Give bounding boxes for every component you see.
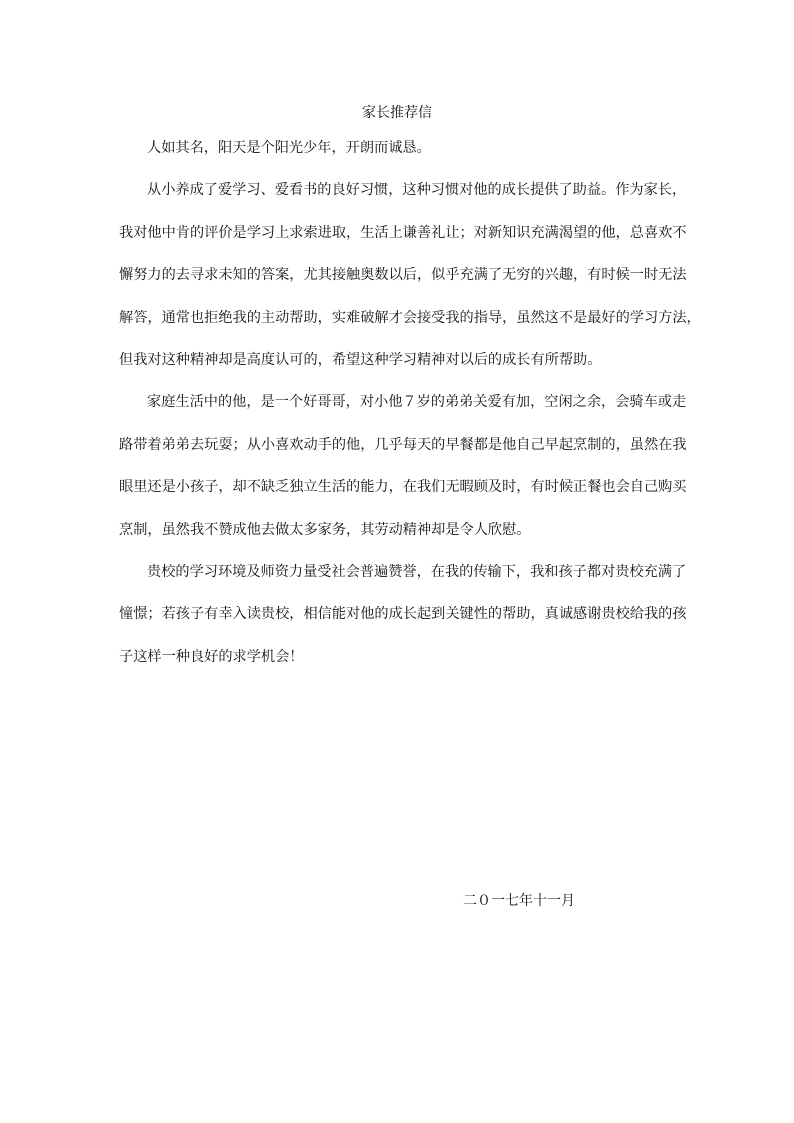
paragraph-4-line-1: 贵校的学习环境及师资力量受社会普遍赞誉，在我的传输下，我和孩子都对贵校充满了 xyxy=(147,563,687,580)
paragraph-3-line-1: 家庭生活中的他，是一个好哥哥，对小他７岁的弟弟关爱有加，空闲之余，会骑车或走 xyxy=(147,394,687,411)
paragraph-4-line-3: 子这样一种良好的求学机会！ xyxy=(119,648,304,665)
paragraph-2-line-2: 我对他中肯的评价是学习上求索进取，生活上谦善礼让；对新知识充满渴望的他，总喜欢不 xyxy=(119,224,687,241)
paragraph-2-line-5: 但我对这种精神却是高度认可的，希望这种学习精神对以后的成长有所帮助。 xyxy=(119,351,602,368)
paragraph-3-line-2: 路带着弟弟去玩耍；从小喜欢动手的他，几乎每天的早餐都是他自己早起烹制的，虽然在我 xyxy=(119,436,687,453)
paragraph-3-line-3: 眼里还是小孩子，却不缺乏独立生活的能力，在我们无暇顾及时，有时候正餐也会自己购买 xyxy=(119,479,687,496)
letter-body xyxy=(119,136,701,687)
paragraph-2-line-3: 懈努力的去寻求未知的答案，尤其接触奥数以后，似乎充满了无穷的兴趣，有时候一时无法 xyxy=(119,267,687,284)
letter-title: 家长推荐信 xyxy=(362,105,432,121)
paragraph-3-line-4: 烹制，虽然我不赞成他去做太多家务，其劳动精神却是令人欣慰。 xyxy=(119,521,531,538)
paragraph-4-line-2: 憧憬；若孩子有幸入读贵校，相信能对他的成长起到关键性的帮助，真诚感谢贵校给我的孩 xyxy=(119,606,687,623)
paragraph-2-line-1: 从小养成了爱学习、爱看书的良好习惯，这种习惯对他的成长提供了助益。作为家长， xyxy=(147,182,687,199)
paragraph-2-line-4: 解答，通常也拒绝我的主动帮助，实难破解才会接受我的指导，虽然这不是最好的学习方法， xyxy=(119,309,701,326)
letter-date: 二０一七年十一月 xyxy=(463,893,575,909)
paragraph-1-line-1: 人如其名，阳天是个阳光少年，开朗而诚恳。 xyxy=(147,140,431,156)
